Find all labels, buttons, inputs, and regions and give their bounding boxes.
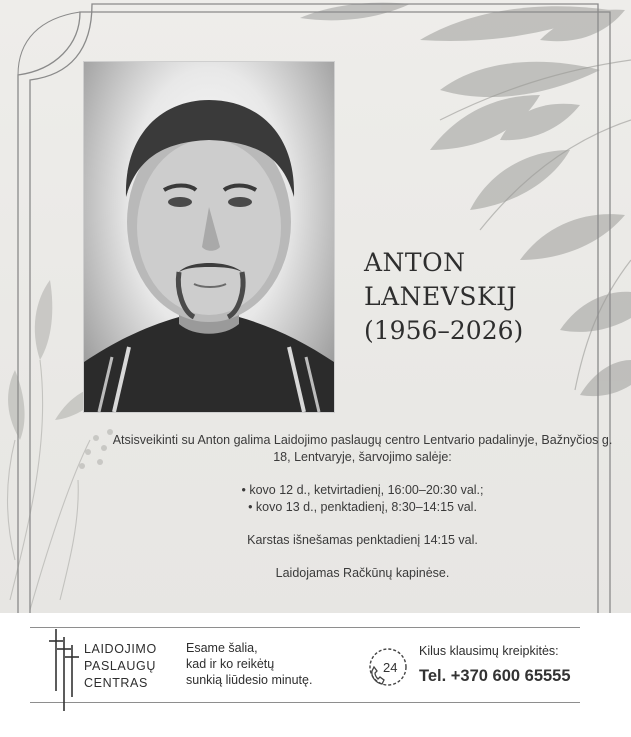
slogan-line: sunkią liūdesio minutę. <box>186 673 313 687</box>
phone-number[interactable]: Tel. +370 600 65555 <box>419 667 571 685</box>
contact-label: Kilus klausimų kreipkitės: <box>419 644 559 658</box>
schedule-item: • kovo 13 d., penktadienį, 8:30–14:15 val. <box>110 499 615 516</box>
coffin-removal-text: Karstas išnešamas penktadienį 14:15 val. <box>247 533 478 547</box>
slogan-line: kad ir ko reikėtų <box>186 657 275 671</box>
company-slogan <box>186 640 312 688</box>
company-logo-text <box>84 641 157 692</box>
farewell-info <box>110 432 615 582</box>
triple-cross-icon <box>46 627 80 711</box>
schedule-item: • kovo 12 d., ketvirtadienį, 16:00–20:30 val.; <box>110 482 615 499</box>
schedule-list <box>110 482 615 516</box>
logo-line: CENTRAS <box>84 676 148 690</box>
footer-divider-bottom <box>30 702 580 703</box>
last-name: LANEVSKIJ <box>364 282 518 311</box>
footer-divider-top <box>30 627 580 628</box>
logo-line: LAIDOJIMO <box>84 642 157 656</box>
burial-text: Laidojamas Račkūnų kapinėse. <box>275 566 450 580</box>
portrait-illustration <box>84 62 334 412</box>
phone-24-label: 24 <box>383 660 398 675</box>
contact-block <box>419 643 571 686</box>
life-years: (1956–2026) <box>364 316 524 345</box>
footer <box>0 613 631 737</box>
deceased-name-block <box>364 246 523 348</box>
slogan-line: Esame šalia, <box>186 641 258 655</box>
first-name: ANTON <box>364 248 466 277</box>
phone-24-icon <box>366 645 410 689</box>
farewell-intro: Atsisveikinti su Anton galima Laidojimo paslaugų centro Lentvario padalinyje, Bažnyčios g. 18, Lentvaryje, šarvojimo salėje: <box>112 433 613 464</box>
portrait-photo <box>84 62 334 412</box>
logo-line: PASLAUGŲ <box>84 659 156 673</box>
